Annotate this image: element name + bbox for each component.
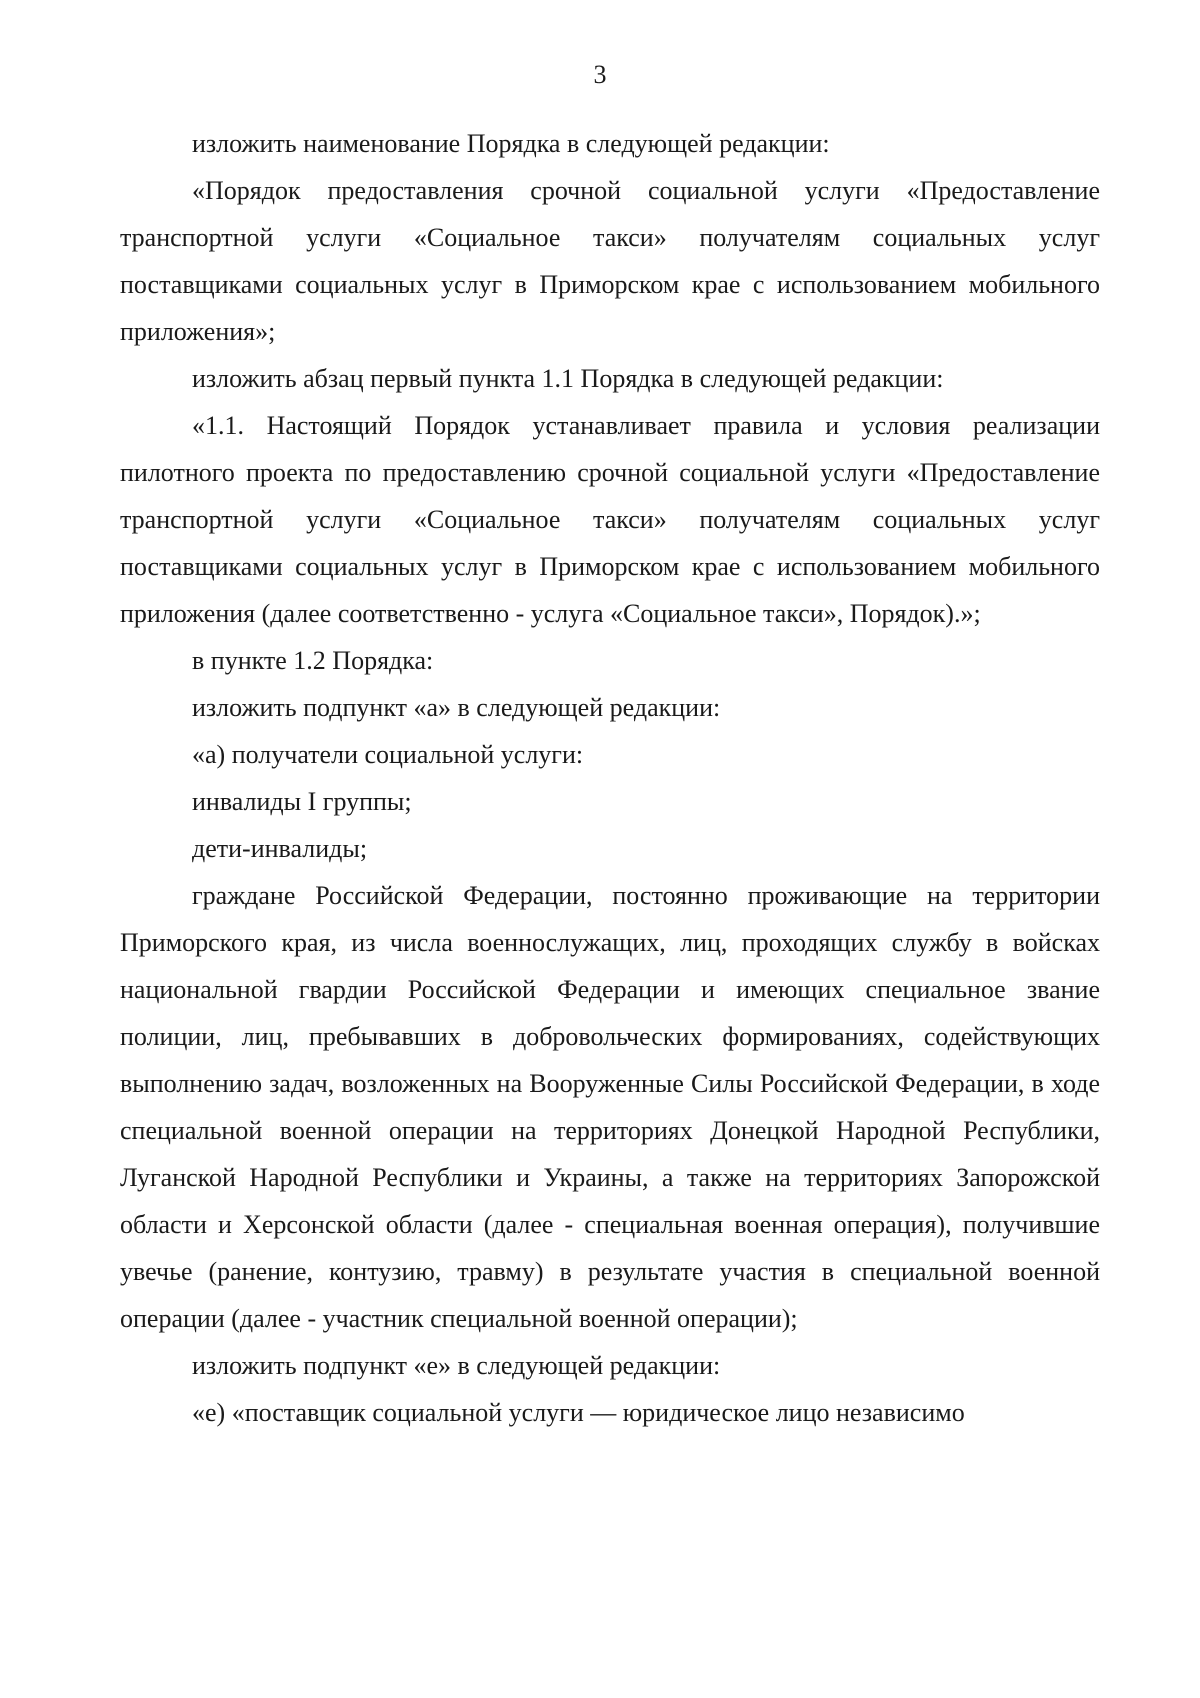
paragraph-clause-1-1: «1.1. Настоящий Порядок устанавливает правила и условия реализации пилотного проекта по предоставлению срочной социальной услуги «Предоставление транспортной услуги «Социальное такси» получателям социальных услуг поставщиками социальных услуг в Приморском крае с использованием мобильного приложения (далее соответственно - услуга «Социальное такси», Порядок).»; [120,411,1100,628]
paragraph-svo-participants: граждане Российской Федерации, постоянно проживающие на территории Приморского края, из числа военнослужащих, лиц, проходящих службу в войсках национальной гвардии Российской Федерации и имеющих специальное звание полиции, лиц, пребывавших в добровольческих формированиях, содействующих выполнению задач, возложенных на Вооруженные Силы Российской Федерации, в ходе специальной военной операции на территориях Донецкой Народной Республики, Луганской Народной Республики и Украины, а также на территориях Запорожской области и Херсонской области (далее - специальная военная операция), получившие увечье (ранение, контузию, травму) в результате участия в специальной военной операции (далее - участник специальной военной операции); [120,881,1100,1333]
paragraph-clause-1-2: в пункте 1.2 Порядка: [192,646,434,675]
paragraph-amend-1-1: изложить абзац первый пункта 1.1 Порядка в следующей редакции: [192,364,944,393]
paragraph-amend-title: изложить наименование Порядка в следующей редакции: [192,129,830,158]
paragraph-disabled-children: дети-инвалиды; [192,834,368,863]
paragraph-amend-subitem-e: изложить подпункт «е» в следующей редакции: [192,1351,721,1380]
document-body [120,120,1100,1436]
paragraph-subitem-a: «а) получатели социальной услуги: [192,740,584,769]
paragraph-new-title: «Порядок предоставления срочной социальной услуги «Предоставление транспортной услуги «Социальное такси» получателям социальных услуг поставщиками социальных услуг в Приморском крае с использованием мобильного приложения»; [120,176,1100,346]
paragraph-amend-subitem-a: изложить подпункт «а» в следующей редакции: [192,693,721,722]
paragraph-subitem-e: «е) «поставщик социальной услуги — юридическое лицо независимо [192,1398,965,1427]
page-number: 3 [593,60,607,89]
paragraph-disabled-group-1: инвалиды I группы; [192,787,412,816]
